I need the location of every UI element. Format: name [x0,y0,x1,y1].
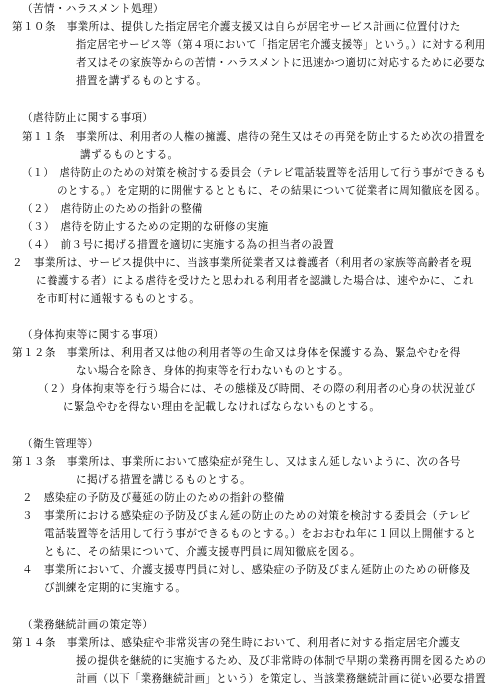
article-11-paragraph: を市町村に通報するものとする。 [36,293,201,305]
article-10-line: 措置を講ずるものとする。 [76,75,208,87]
article-11-item: （４） 前３号に掲げる措置を適切に実施する為の担当者の設置 [22,239,335,251]
section-heading-complaints: （苦情・ハラスメント処理） [22,3,164,15]
article-11-item: のとする。）を定期的に開催するとともに、その結果について従業者に周知徹底を図る。 [57,185,487,197]
article-13-item: ３ 事業所における感染症の予防及びまん延の防止のための対策を検討する委員会（テレビ [22,510,471,522]
article-11-item: （２） 虐待防止のための指針の整備 [22,203,203,215]
article-10-line: 指定居宅サービス等（第４項において「指定居宅介護支援等」という。）に対する利用 [76,39,486,51]
section-heading-business-continuity: （業務継続計画の策定等） [22,619,154,631]
article-12-line: 第１２条 事業所は、利用者又は他の利用者等の生命又は身体を保護する為、緊急やむを得 [12,347,461,359]
article-10-line: 者又はその家族等からの苦情・ハラスメントに迅速かつ適切に対応するために必要な [76,57,486,69]
article-12-line: ない場合を除き、身体的拘束等を行わないものとする。 [76,365,350,377]
article-11-paragraph: ２ 事業所は、サービス提供中に、当該事業所従業者又は養護者（利用者の家族等高齢者を現 [12,257,472,269]
article-11-line: 講ずるものとする。 [80,149,179,161]
article-13-line: に掲げる措置を講じるものとする。 [76,474,252,486]
article-13-item: ２ 感染症の予防及び蔓延の防止のための指針の整備 [22,492,285,504]
section-heading-restraint: （身体拘束等に関する事項） [22,329,165,341]
article-14-line: 第１４条 事業所は、感染症や非常災害の発生時において、利用者に対する指定居宅介護支 [12,637,461,649]
article-12-item: に緊急やむを得ない理由を記載しなければならないものとする。 [63,401,381,413]
article-11-line: 第１１条 事業所は、利用者の人権の擁護、虐待の発生又はその再発を防止するため次の措置を [22,131,486,143]
article-11-paragraph: に養護する者）による虐待を受けたと思われる利用者を認識した場合は、速やかに、これ [36,275,474,287]
section-heading-hygiene: （衛生管理等） [22,438,99,450]
article-13-item: ４ 事業所において、介護支援専門員に対し、感染症の予防及びまん延防止のための研修及 [22,564,471,576]
article-12-item: （２）身体拘束等を行う場合には、その態様及び時間、その際の利用者の心身の状況並び [38,383,476,395]
section-heading-abuse-prevention: （虐待防止に関する事項） [22,112,154,124]
article-13-item: ともに、その結果について、介護支援専門員に周知徹底を図る。 [44,546,361,558]
article-13-item: び訓練を定期的に実施する。 [44,582,187,594]
article-10-line: 第１０条 事業所は、提供した指定居宅介護支援又は自らが居宅サービス計画に位置付けた [12,21,461,33]
article-13-line: 第１３条 事業所は、事業所において感染症が発生し、又はまん延しないように、次の各号 [12,456,461,468]
article-14-line: 援の提供を継続的に実施するため、及び非常時の体制で早期の業務再開を図るための [76,655,487,667]
article-11-item: （１） 虐待防止のための対策を検討する委員会（テレビ電話装置等を活用して行う事ができるも [22,167,487,179]
article-13-item: 電話装置等を活用して行う事ができるものとする。）をおおむね年に１回以上開催すると [44,528,477,540]
article-14-line: 計画（以下「業務継続計画」という）を策定し、当該業務継続計画に従い必要な措置 [76,673,486,685]
article-11-item: （３） 虐待を防止するための定期的な研修の実施 [22,221,269,233]
